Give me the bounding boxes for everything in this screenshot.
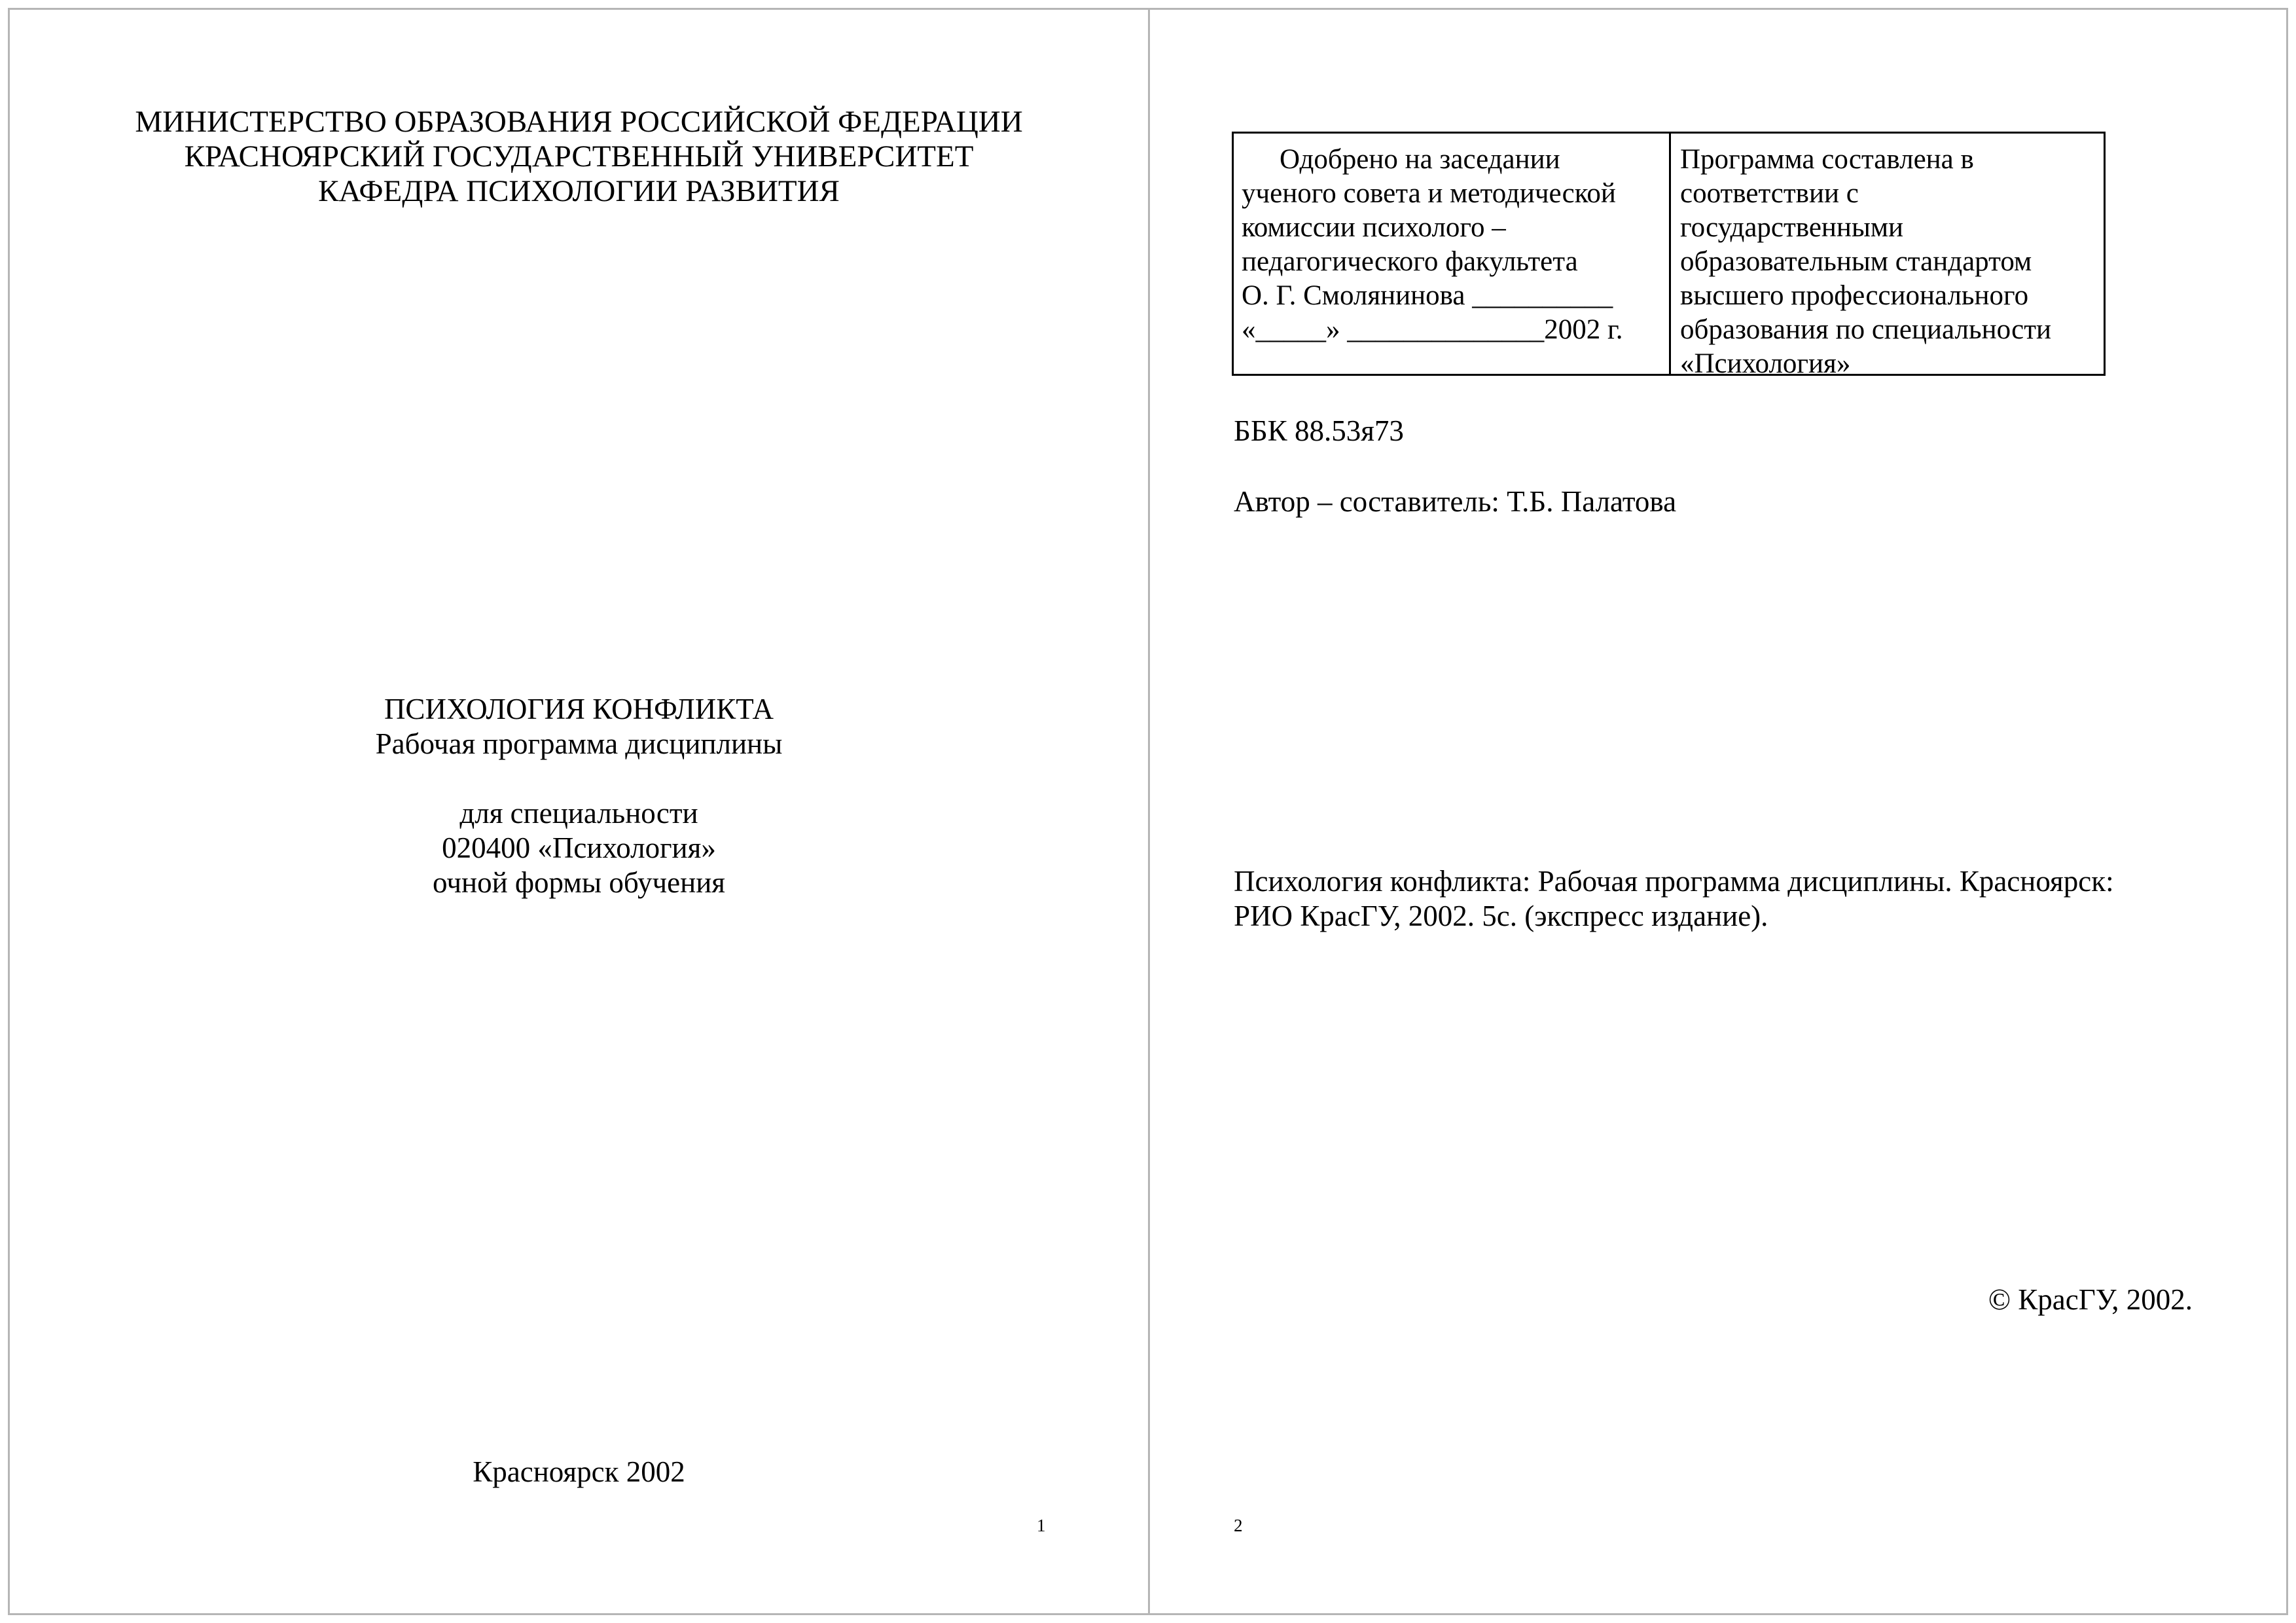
standard-line: образовательным стандартом	[1680, 246, 2032, 277]
specialty-line: 020400 «Психология»	[442, 831, 716, 864]
copyright-notice: © КрасГУ, 2002.	[1988, 1283, 2193, 1316]
approval-line: О. Г. Смолянинова __________	[1242, 280, 1613, 311]
document-title: ПСИХОЛОГИЯ КОНФЛИКТА	[384, 693, 774, 725]
standard-line: высшего профессионального	[1680, 280, 2029, 311]
title-block	[10, 692, 1148, 761]
heading-line: МИНИСТЕРСТВО ОБРАЗОВАНИЯ РОССИЙСКОЙ ФЕДЕРАЦИИ	[135, 105, 1023, 139]
standard-line: образования по специальности	[1680, 314, 2052, 345]
page-number: 1	[1037, 1516, 1046, 1535]
bibliographic-reference: Психология конфликта: Рабочая программа дисциплины. Красноярск:	[1234, 865, 2114, 898]
heading-line: КРАСНОЯРСКИЙ ГОСУДАРСТВЕННЫЙ УНИВЕРСИТЕТ	[184, 139, 974, 173]
specialty-block	[10, 796, 1148, 900]
page-number: 2	[1234, 1516, 1243, 1535]
approval-line: «_____» ______________2002 г.	[1242, 314, 1623, 345]
right-page	[1150, 10, 2288, 1613]
approval-line: ученого совета и методической	[1242, 178, 1616, 209]
institution-heading	[10, 105, 1148, 209]
approval-cell-right	[1671, 134, 2104, 379]
specialty-line: очной формы обучения	[433, 866, 725, 899]
bbk-code: ББК 88.53я73	[1234, 414, 1404, 447]
heading-line: КАФЕДРА ПСИХОЛОГИИ РАЗВИТИЯ	[318, 174, 840, 208]
approval-cell-left	[1234, 134, 1671, 374]
approval-line: педагогического факультета	[1242, 246, 1578, 277]
standard-line: соответствии с	[1680, 178, 1859, 209]
approval-line: комиссии психолого –	[1242, 212, 1506, 243]
bibliographic-reference: РИО КрасГУ, 2002. 5с. (экспресс издание).	[1234, 900, 1768, 932]
specialty-line: для специальности	[459, 797, 698, 830]
document-spread	[8, 8, 2288, 1615]
standard-line: Программа составлена в	[1680, 144, 1974, 175]
author-line: Автор – составитель: Т.Б. Палатова	[1234, 485, 1677, 518]
approval-line: Одобрено на заседании	[1280, 144, 1560, 175]
document-subtitle: Рабочая программа дисциплины	[375, 727, 783, 760]
left-page	[10, 10, 1148, 1613]
standard-line: «Психология»	[1680, 348, 1851, 379]
city-year: Красноярск 2002	[473, 1455, 685, 1488]
approval-table	[1232, 132, 2106, 379]
standard-line: государственными	[1680, 212, 1904, 243]
